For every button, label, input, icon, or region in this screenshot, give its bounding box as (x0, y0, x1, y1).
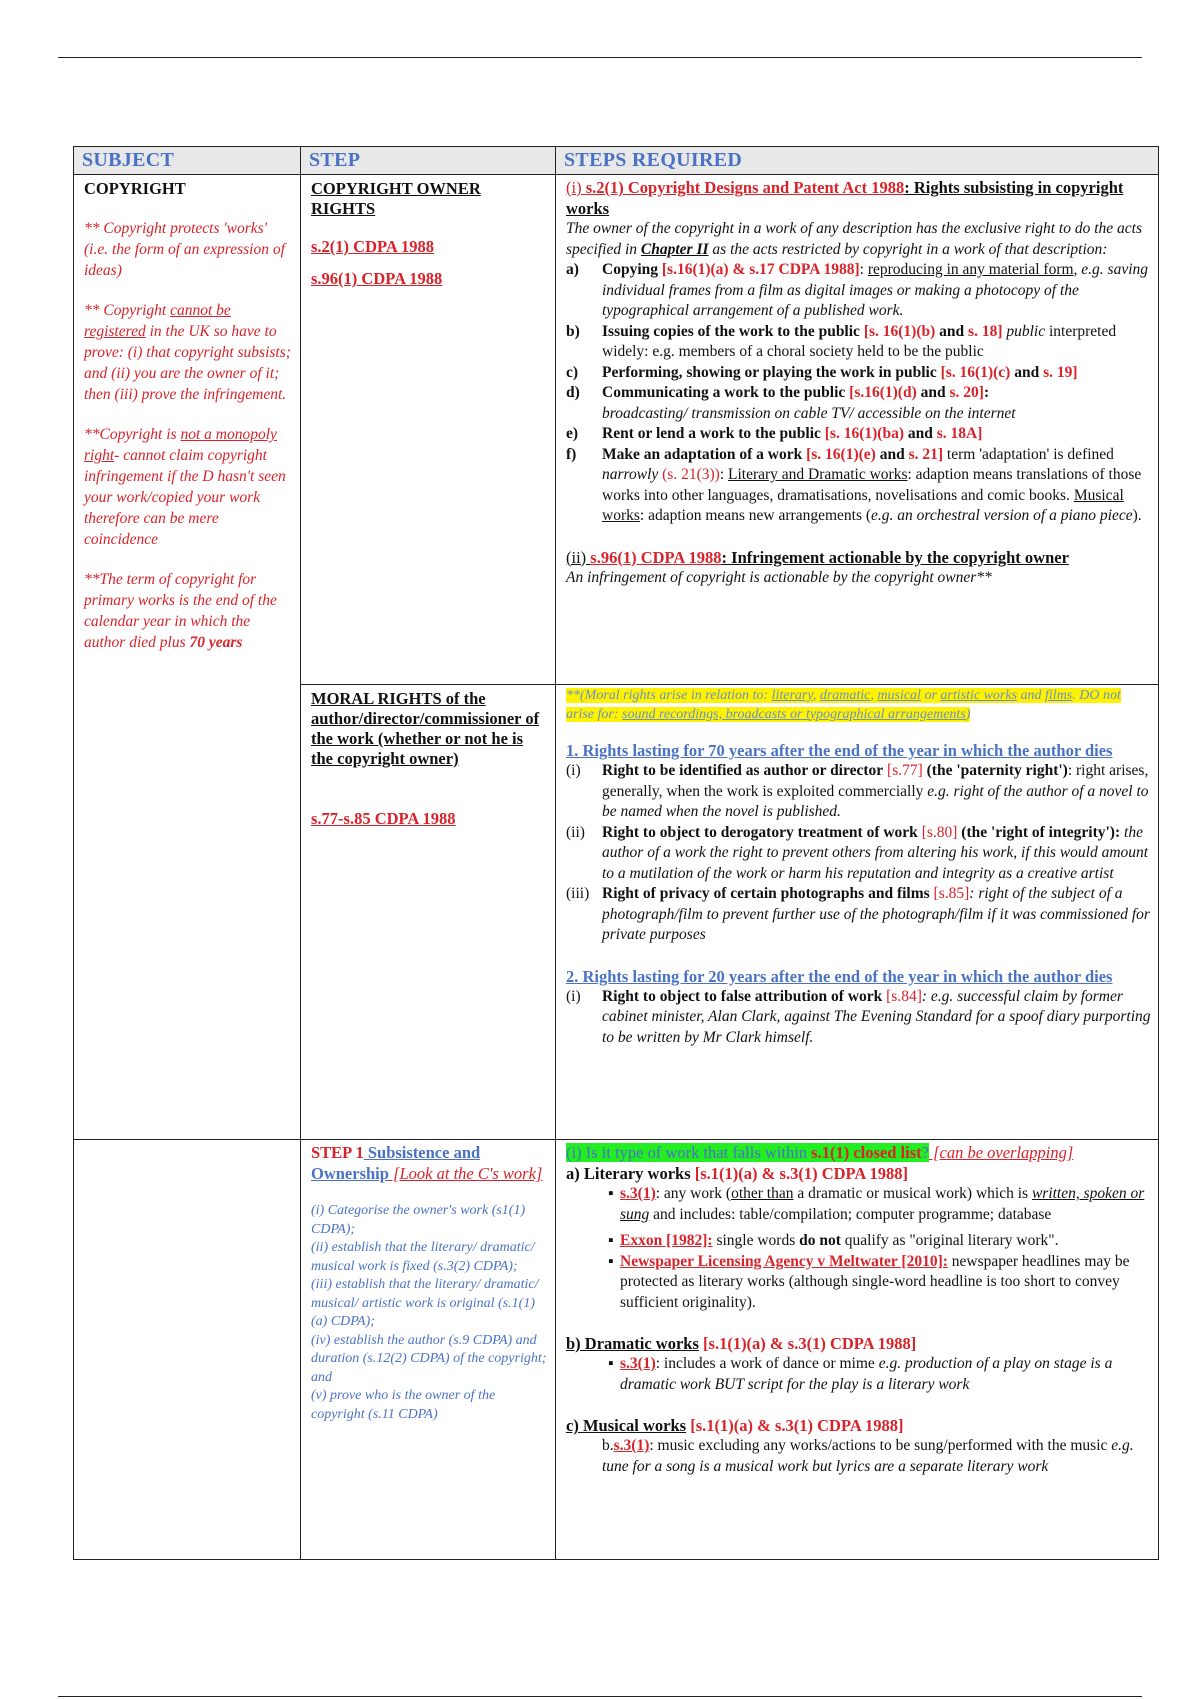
heading-i: (i) s.2(1) Copyright Designs and Patent Act 1988: Rights subsisting in copyright works (566, 178, 1124, 218)
right-performing: c) Performing, showing or playing the work in public [s. 16(1)(c) and s. 19] (566, 363, 1078, 381)
moral-rights-note: **(Moral rights arise in relation to: literary, dramatic, musical or artistic works and films. DO not arise for: sound recordings, broadcasts or typographical arrangements) (566, 688, 1121, 722)
musical-works-heading: c) Musical works [s.1(1)(a) & s.3(1) CDPA 1988] (566, 1416, 904, 1435)
right-rent-lend: e) Rent or lend a work to the public [s. 16(1)(ba) and s. 18A] (566, 425, 983, 442)
steps-required-subsistence (556, 1140, 1159, 1560)
subject-note-1: ** Copyright protects 'works' (i.e. the form of an expression of ideas) (84, 220, 285, 279)
step-cell-moral-rights (301, 685, 556, 1140)
header-row (74, 147, 1159, 175)
steps-required-owner-rights (556, 175, 1159, 685)
top-rule (58, 57, 1142, 58)
moral-right-integrity: (ii) Right to object to derogatory treatment of work [s.80] (the 'right of integrity'): the author of a work the right to prevent others from altering his work, if this would amount to a mutilation of the work or harm his reputation and integrity as a creative artist (566, 823, 1149, 882)
step-cell-owner-rights (301, 175, 556, 685)
moral-right-false-attribution: (i) Right to object to false attribution of work [s.84]: e.g. successful claim by former cabinet minister, Alan Clark, against The Evening Standard for a spoof diary purporting to be written by Mr Clark himself. (566, 987, 1151, 1046)
moral-rights-title: MORAL RIGHTS of the author/director/commissioner of the work (whether or not he is the copyright owner) (311, 689, 540, 768)
moral-rights-ref: s.77-s.85 CDPA 1988 (311, 809, 456, 828)
literary-works-heading: a) Literary works [s.1(1)(a) & s.3(1) CDPA 1988] (566, 1164, 909, 1183)
dramatic-works-heading: b) Dramatic works [s.1(1)(a) & s.3(1) CDPA 1988] (566, 1334, 917, 1353)
infringement-text: An infringement of copyright is actionable by the copyright owner** (566, 568, 992, 586)
steps-required-moral-rights (556, 685, 1159, 1140)
step-ref-s2: s.2(1) CDPA 1988 (311, 237, 434, 256)
sub-step-2: (ii) establish that the literary/ dramatic/ musical work is fixed (s.3(2) CDPA); (311, 1240, 535, 1274)
heading-ii: (ii) s.96(1) CDPA 1988: Infringement actionable by the copyright owner (566, 547, 1069, 567)
subject-note-4: **The term of copyright for primary works is the end of the calendar year in which the author died plus 70 years (84, 571, 277, 651)
row-subsistence (74, 1140, 1159, 1560)
step-title: COPYRIGHT OWNER RIGHTS (311, 179, 481, 218)
subject-cell (74, 175, 301, 1140)
step-cell-subsistence (301, 1140, 556, 1560)
step-ref-s96: s.96(1) CDPA 1988 (311, 269, 443, 288)
right-copying: a) Copying [s.16(1)(a) & s.17 CDPA 1988]: reproducing in any material form, e.g. saving individual frames from a film as digital images or making a photocopy of the typographical arrangement of a published work. (566, 261, 1149, 319)
right-adaptation: f) Make an adaptation of a work [s. 16(1)(e) and s. 21] term 'adaptation' is defined narrowly (s. 21(3)): Literary and Dramatic works: adaption means translations of those works into other languages, dramatisations, novelisations and comic books. Musical works: adaption means new arrangements (e.g. an orchestral version of a piano piece). (566, 445, 1142, 524)
subject-title: COPYRIGHT (84, 179, 186, 198)
dramatic-bullet-1: ▪ s.3(1): includes a work of dance or mime e.g. production of a play on stage is a dramatic work BUT script for the play is a literary work (608, 1355, 1113, 1393)
literary-bullet-3: ▪ Newspaper Licensing Agency v Meltwater [2010]: newspaper headlines may be protected as literary works (although single-word headline is too short to convey sufficient originality). (608, 1252, 1130, 1311)
literary-bullet-1: ▪ s.3(1): any work (other than a dramatic or musical work) which is written, spoken or sung and includes: table/compilation; computer programme; database (608, 1185, 1145, 1223)
step1-title: STEP 1 Subsistence and Ownership [Look at the C's work] (311, 1143, 543, 1183)
step1-sub-steps (311, 1202, 549, 1424)
right-communicating: d) Communicating a work to the public [s.16(1)(d) and s. 20]: broadcasting/ transmission on cable TV/ accessible on the internet (566, 384, 1016, 422)
bottom-rule (58, 1696, 1142, 1697)
copyright-table (73, 146, 1159, 1560)
sub-step-3: (iii) establish that the literary/ dramatic/ musical/ artistic work is original (s.1(1)(a) CDPA); (311, 1277, 539, 1329)
sub-step-4: (iv) establish the author (s.9 CDPA) and duration (s.12(2) CDPA) of the copyright; and (311, 1332, 547, 1385)
row-copyright-owner-rights (74, 175, 1159, 685)
moral-heading-70-years: 1. Rights lasting for 70 years after the end of the year in which the author dies (566, 741, 1113, 760)
header-subject: SUBJECT (74, 147, 301, 175)
moral-heading-20-years: 2. Rights lasting for 20 years after the end of the year in which the author dies (566, 966, 1113, 986)
closed-list-question: (i) Is it type of work that falls within s.1(1) closed list? [can be overlapping] (566, 1143, 1074, 1162)
intro-text: The owner of the copyright in a work of any description has the exclusive right to do the acts specified in Chapter II as the acts restricted by copyright in a work of that description: (566, 220, 1142, 258)
header-step: STEP (301, 147, 556, 175)
musical-bullet-1: b.s.3(1): music excluding any works/actions to be sung/performed with the music e.g. tune for a song is a musical work but lyrics are a separate literary work (602, 1437, 1134, 1475)
right-issuing-copies: b) Issuing copies of the work to the public [s. 16(1)(b) and s. 18] public interpreted widely: e.g. members of a choral society held to be the public (566, 322, 1117, 360)
literary-bullet-2: ▪ Exxon [1982]: single words do not qualify as "original literary work". (608, 1232, 1059, 1249)
subject-cell-empty (74, 1140, 301, 1560)
moral-right-paternity: (i) Right to be identified as author or director [s.77] (the 'paternity right'): right arises, generally, when the work is exploited commercially e.g. right of the author of a novel to be named when the novel is published. (566, 762, 1149, 820)
moral-right-privacy: (iii) Right of privacy of certain photographs and films [s.85]: right of the subject of a photograph/film to prevent further use of the photograph/film if it was commissioned for private purposes (566, 885, 1150, 943)
subject-note-2: ** Copyright cannot be registered in the UK so have to prove: (i) that copyright subsists; and (ii) you are the owner of it; then (iii) prove the infringement. (84, 302, 291, 403)
subject-note-3: **Copyright is not a monopoly right- cannot claim copyright infringement if the D hasn't seen your work/copied your work therefore can be mere coincidence (84, 426, 286, 548)
sub-step-5: (v) prove who is the owner of the copyright (s.11 CDPA) (311, 1388, 496, 1422)
header-steps-required: STEPS REQUIRED (556, 147, 1159, 175)
sub-step-1: (i) Categorise the owner's work (s1(1) CDPA); (311, 1203, 526, 1237)
